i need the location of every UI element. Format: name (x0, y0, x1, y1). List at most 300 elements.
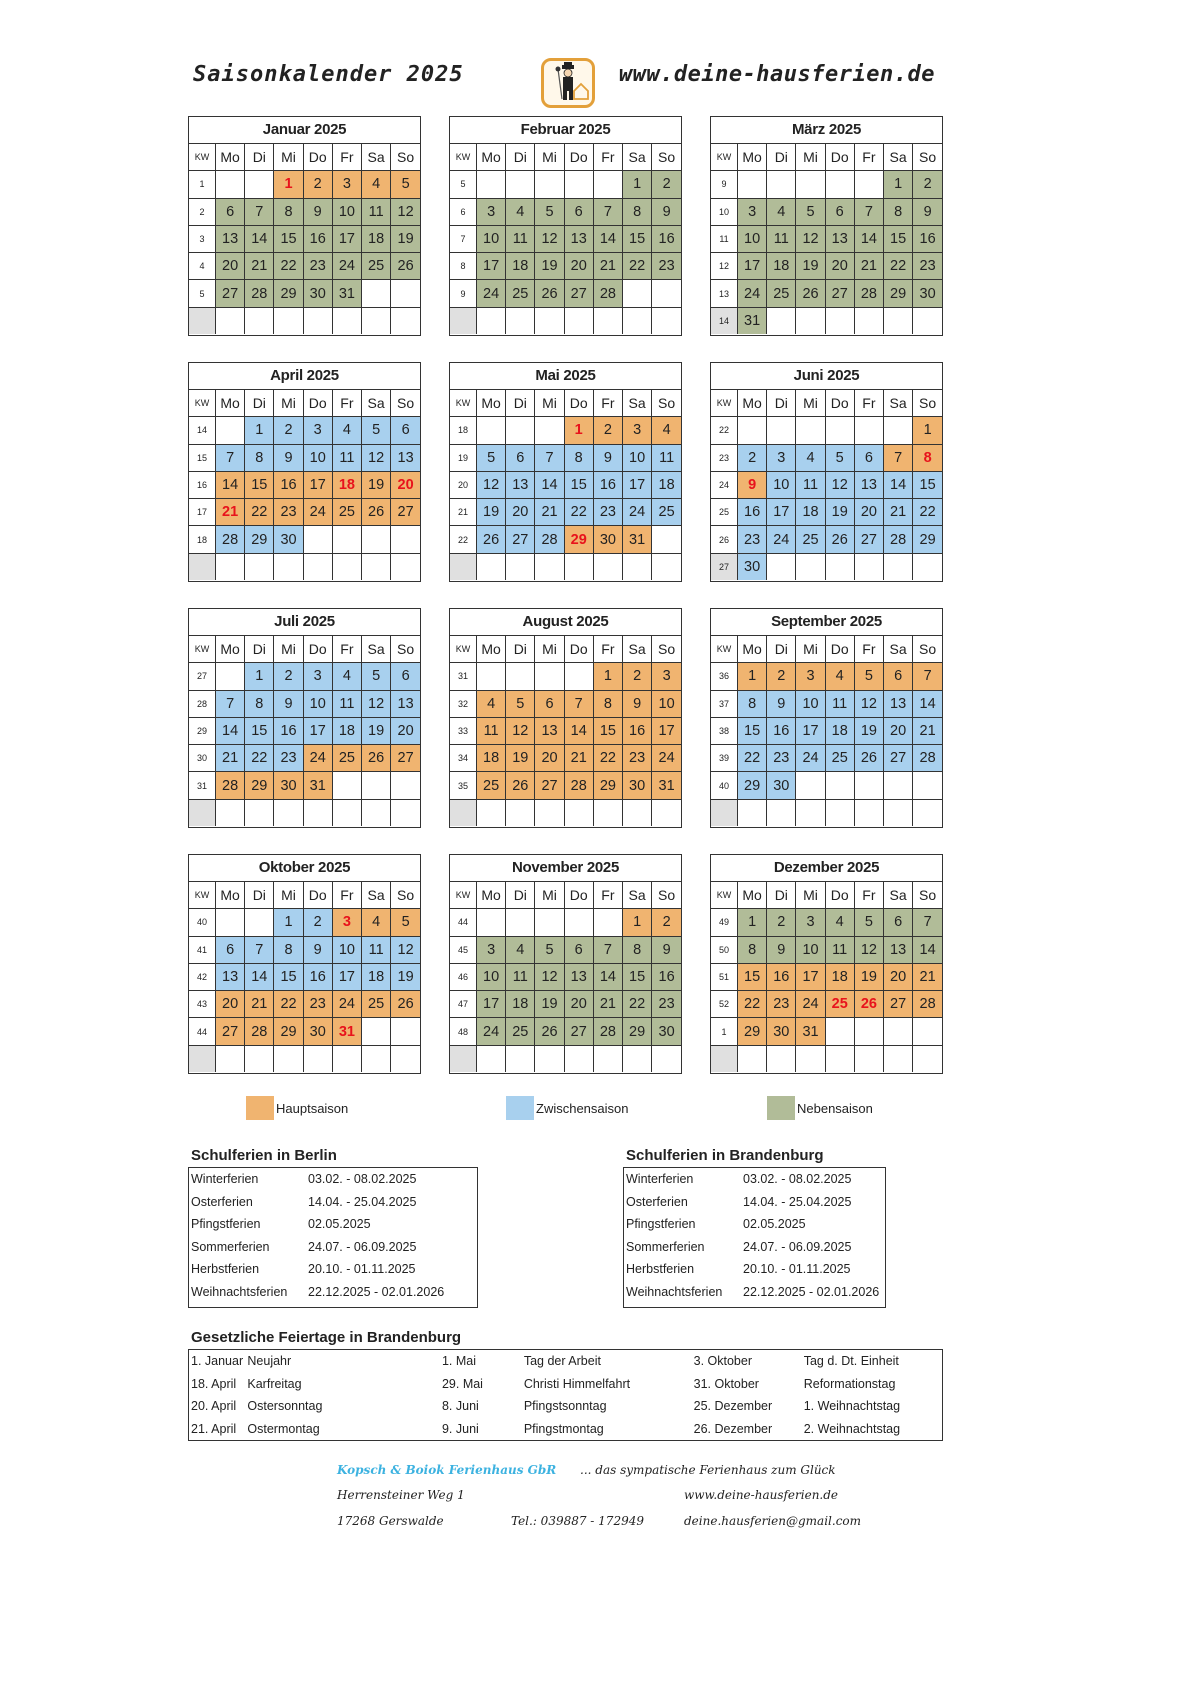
day-cell: 4 (767, 198, 796, 225)
week-number: 11 (711, 225, 738, 252)
day-cell: 29 (884, 280, 913, 307)
day-cell: 18 (825, 717, 854, 744)
day-cell: 12 (854, 690, 883, 717)
day-cell: 14 (245, 225, 274, 252)
weekday-header: Sa (623, 144, 652, 171)
day-cell: 21 (245, 991, 274, 1018)
day-cell: 13 (884, 690, 913, 717)
weekday-header: Do (564, 390, 593, 417)
day-cell: 22 (274, 253, 303, 280)
footer-website[interactable]: www.deine-hausferien.de (684, 1488, 839, 1502)
day-cell: 6 (564, 936, 593, 963)
day-cell: 30 (623, 772, 652, 799)
day-cell: 25 (825, 991, 854, 1018)
ferien-row (189, 1168, 477, 1191)
empty-cell (362, 307, 391, 334)
month-title: August 2025 (450, 609, 681, 636)
weekday-header: Mo (216, 636, 245, 663)
day-cell: 6 (216, 198, 245, 225)
day-cell: 1 (738, 909, 767, 936)
day-cell: 15 (623, 963, 652, 990)
empty-cell (825, 799, 854, 826)
day-cell: 18 (332, 471, 361, 498)
weekday-header: So (913, 390, 942, 417)
week-number (189, 553, 216, 580)
ferien-dates: 22.12.2025 - 02.01.2026 (743, 1284, 880, 1299)
weekday-header: So (652, 390, 681, 417)
weekday-header: Mo (477, 144, 506, 171)
empty-cell (362, 526, 391, 553)
day-cell: 12 (825, 471, 854, 498)
ferien-dates: 14.04. - 25.04.2025 (743, 1194, 852, 1209)
holiday-date: 3. Oktober (693, 1354, 752, 1369)
month-title: November 2025 (450, 855, 681, 882)
day-cell: 30 (274, 526, 303, 553)
day-cell: 1 (623, 909, 652, 936)
legend-label-hauptsaison: Hauptsaison (276, 1100, 349, 1116)
week-number: 14 (189, 417, 216, 444)
day-cell: 22 (884, 253, 913, 280)
ferien-name: Pfingstferien (191, 1217, 261, 1231)
week-number: 48 (450, 1018, 477, 1045)
ferien-name: Pfingstferien (626, 1217, 696, 1231)
day-cell: 6 (216, 936, 245, 963)
ferien-dates: 24.07. - 06.09.2025 (308, 1239, 417, 1254)
week-number (189, 307, 216, 334)
empty-cell (884, 307, 913, 334)
day-cell: 18 (477, 745, 506, 772)
day-cell: 13 (391, 444, 420, 471)
day-cell: 31 (303, 772, 332, 799)
empty-cell (332, 799, 361, 826)
day-cell: 25 (332, 499, 361, 526)
day-cell: 7 (884, 444, 913, 471)
weekday-header: Di (245, 882, 274, 909)
day-cell: 20 (884, 963, 913, 990)
weekday-header: So (391, 390, 420, 417)
day-cell: 16 (767, 963, 796, 990)
weekday-header: Do (825, 882, 854, 909)
empty-cell (506, 171, 535, 198)
day-cell: 7 (593, 198, 622, 225)
empty-cell (854, 171, 883, 198)
weekday-header: Mo (738, 144, 767, 171)
day-cell: 12 (477, 471, 506, 498)
weekday-header: Fr (593, 882, 622, 909)
holiday-date: 31. Oktober (693, 1376, 759, 1391)
day-cell: 5 (506, 690, 535, 717)
day-cell: 29 (738, 772, 767, 799)
day-cell: 5 (854, 909, 883, 936)
day-cell: 17 (796, 717, 825, 744)
month-title: Oktober 2025 (189, 855, 420, 882)
weekday-header: Di (767, 636, 796, 663)
empty-cell (623, 799, 652, 826)
empty-cell (245, 307, 274, 334)
website-header[interactable]: www.deine-hausferien.de (618, 62, 935, 87)
day-cell: 12 (535, 963, 564, 990)
weekday-header: So (652, 636, 681, 663)
day-cell: 11 (767, 225, 796, 252)
empty-cell (362, 553, 391, 580)
empty-cell (767, 553, 796, 580)
day-cell: 7 (564, 690, 593, 717)
weekday-header: Di (767, 390, 796, 417)
week-number (450, 307, 477, 334)
weekday-header: So (913, 882, 942, 909)
empty-cell (535, 417, 564, 444)
week-number: 9 (711, 171, 738, 198)
day-cell: 28 (216, 772, 245, 799)
day-cell: 4 (825, 663, 854, 690)
legend-hauptsaison (246, 1096, 348, 1120)
empty-cell (767, 417, 796, 444)
ferien-row (624, 1168, 885, 1191)
month-calendar (710, 362, 943, 582)
day-cell: 26 (362, 745, 391, 772)
empty-cell (623, 553, 652, 580)
footer-email[interactable]: deine.hausferien@gmail.com (684, 1514, 862, 1528)
weekday-header: Sa (623, 390, 652, 417)
week-number: 18 (189, 526, 216, 553)
day-cell: 11 (332, 444, 361, 471)
holiday-name: Ostermontag (247, 1421, 320, 1436)
week-number: 2 (189, 198, 216, 225)
empty-cell (593, 171, 622, 198)
month-title: April 2025 (189, 363, 420, 390)
weekday-header: Fr (332, 636, 361, 663)
day-cell: 9 (767, 690, 796, 717)
empty-cell (535, 909, 564, 936)
day-cell: 23 (303, 991, 332, 1018)
day-cell: 12 (796, 225, 825, 252)
day-cell: 19 (535, 991, 564, 1018)
kw-header: KW (450, 144, 477, 171)
weekday-header: Mi (274, 390, 303, 417)
day-cell: 4 (506, 198, 535, 225)
day-cell: 8 (593, 690, 622, 717)
week-number: 34 (450, 745, 477, 772)
empty-cell (477, 1045, 506, 1072)
day-cell: 8 (884, 198, 913, 225)
week-number: 40 (711, 772, 738, 799)
empty-cell (362, 1045, 391, 1072)
day-cell: 4 (506, 936, 535, 963)
weekday-header: Fr (854, 390, 883, 417)
week-number: 44 (189, 1018, 216, 1045)
month-title: Dezember 2025 (711, 855, 942, 882)
day-cell: 26 (391, 991, 420, 1018)
weekday-header: So (391, 636, 420, 663)
weekday-header: Fr (593, 636, 622, 663)
weekday-header: Sa (884, 144, 913, 171)
week-number: 15 (189, 444, 216, 471)
day-cell: 11 (362, 936, 391, 963)
day-cell: 3 (767, 444, 796, 471)
berlin-title: Schulferien in Berlin (191, 1147, 337, 1164)
weekday-header: Di (245, 144, 274, 171)
day-cell: 14 (913, 936, 942, 963)
empty-cell (623, 1045, 652, 1072)
day-cell: 10 (652, 690, 681, 717)
week-number (189, 1045, 216, 1072)
day-cell: 24 (623, 499, 652, 526)
empty-cell (884, 553, 913, 580)
weekday-header: Sa (884, 636, 913, 663)
week-number: 44 (450, 909, 477, 936)
day-cell: 2 (274, 417, 303, 444)
day-cell: 24 (796, 745, 825, 772)
empty-cell (652, 307, 681, 334)
day-cell: 17 (332, 225, 361, 252)
empty-cell (477, 909, 506, 936)
day-cell: 14 (564, 717, 593, 744)
day-cell: 26 (535, 280, 564, 307)
week-number: 21 (450, 499, 477, 526)
empty-cell (391, 799, 420, 826)
footer-phone: Tel.: 039887 - 172949 (511, 1514, 644, 1528)
legend-swatch-hauptsaison (246, 1096, 274, 1120)
week-number: 49 (711, 909, 738, 936)
day-cell: 16 (652, 963, 681, 990)
day-cell: 18 (825, 963, 854, 990)
day-cell: 25 (332, 745, 361, 772)
empty-cell (564, 307, 593, 334)
day-cell: 10 (796, 690, 825, 717)
empty-cell (274, 799, 303, 826)
weekday-header: So (391, 144, 420, 171)
day-cell: 23 (274, 745, 303, 772)
day-cell: 5 (854, 663, 883, 690)
day-cell: 12 (535, 225, 564, 252)
ferien-dates: 14.04. - 25.04.2025 (308, 1194, 417, 1209)
holiday-name: Karfreitag (247, 1376, 302, 1391)
day-cell: 27 (825, 280, 854, 307)
weekday-header: Di (506, 636, 535, 663)
ferien-name: Herbstferien (191, 1262, 260, 1276)
day-cell: 14 (854, 225, 883, 252)
empty-cell (854, 417, 883, 444)
week-number: 6 (450, 198, 477, 225)
weekday-header: Mi (535, 636, 564, 663)
day-cell: 30 (274, 772, 303, 799)
week-number: 27 (711, 553, 738, 580)
empty-cell (245, 1045, 274, 1072)
empty-cell (825, 553, 854, 580)
day-cell: 22 (623, 991, 652, 1018)
empty-cell (535, 799, 564, 826)
day-cell: 2 (303, 909, 332, 936)
ferien-name: Weihnachtsferien (191, 1284, 288, 1299)
day-cell: 16 (593, 471, 622, 498)
empty-cell (303, 1045, 332, 1072)
kw-header: KW (711, 882, 738, 909)
day-cell: 23 (767, 991, 796, 1018)
day-cell: 13 (535, 717, 564, 744)
day-cell: 30 (593, 526, 622, 553)
day-cell: 21 (593, 253, 622, 280)
empty-cell (477, 417, 506, 444)
day-cell: 30 (767, 772, 796, 799)
empty-cell (796, 772, 825, 799)
holiday-date: 9. Juni (441, 1421, 479, 1436)
chimney-sweep-logo-icon (544, 61, 592, 105)
weekday-header: Di (506, 882, 535, 909)
day-cell: 10 (477, 963, 506, 990)
weekday-header: Sa (362, 144, 391, 171)
empty-cell (767, 799, 796, 826)
holiday-date: 20. April (191, 1399, 237, 1414)
day-cell: 9 (767, 936, 796, 963)
weekday-header: Mo (216, 882, 245, 909)
day-cell: 20 (564, 991, 593, 1018)
empty-cell (738, 1045, 767, 1072)
day-cell: 14 (913, 690, 942, 717)
weekday-header: Mi (796, 144, 825, 171)
day-cell: 18 (652, 471, 681, 498)
weekday-header: Sa (362, 882, 391, 909)
weekday-header: Mi (796, 882, 825, 909)
day-cell: 20 (535, 745, 564, 772)
footer-company: Kopsch & Boiok Ferienhaus GbR (337, 1463, 557, 1477)
day-cell: 22 (623, 253, 652, 280)
weekday-header: Mi (535, 882, 564, 909)
weekday-header: Di (245, 636, 274, 663)
day-cell: 15 (623, 225, 652, 252)
legend-swatch-nebensaison (767, 1096, 795, 1120)
day-cell: 19 (854, 963, 883, 990)
week-number: 1 (711, 1018, 738, 1045)
day-cell: 15 (593, 717, 622, 744)
day-cell: 19 (535, 253, 564, 280)
day-cell: 21 (245, 253, 274, 280)
day-cell: 20 (884, 717, 913, 744)
week-number: 5 (450, 171, 477, 198)
day-cell: 9 (913, 198, 942, 225)
ferien-dates: 02.05.2025 (308, 1217, 371, 1231)
week-number: 22 (711, 417, 738, 444)
day-cell: 27 (884, 745, 913, 772)
empty-cell (362, 799, 391, 826)
day-cell: 27 (391, 499, 420, 526)
empty-cell (303, 526, 332, 553)
ferien-name: Weihnachtsferien (626, 1284, 723, 1299)
holiday-date: 25. Dezember (693, 1399, 773, 1414)
day-cell: 4 (477, 690, 506, 717)
day-cell: 27 (506, 526, 535, 553)
day-cell: 9 (652, 936, 681, 963)
day-cell: 23 (623, 745, 652, 772)
ferien-row (624, 1236, 885, 1259)
weekday-header: Mo (216, 390, 245, 417)
day-cell: 4 (796, 444, 825, 471)
weekday-header: Do (303, 882, 332, 909)
day-cell: 16 (303, 225, 332, 252)
week-number: 5 (189, 280, 216, 307)
empty-cell (564, 663, 593, 690)
weekday-header: Do (825, 636, 854, 663)
day-cell: 22 (274, 991, 303, 1018)
day-cell: 18 (767, 253, 796, 280)
day-cell: 20 (216, 991, 245, 1018)
day-cell: 26 (796, 280, 825, 307)
day-cell: 3 (332, 909, 361, 936)
empty-cell (738, 799, 767, 826)
empty-cell (362, 772, 391, 799)
weekday-header: Fr (593, 144, 622, 171)
empty-cell (884, 799, 913, 826)
empty-cell (913, 307, 942, 334)
day-cell: 11 (506, 963, 535, 990)
weekday-header: Mo (477, 882, 506, 909)
day-cell: 25 (506, 1018, 535, 1045)
day-cell: 3 (623, 417, 652, 444)
day-cell: 24 (477, 1018, 506, 1045)
day-cell: 17 (303, 471, 332, 498)
day-cell: 8 (274, 936, 303, 963)
week-number: 29 (189, 717, 216, 744)
day-cell: 10 (332, 198, 361, 225)
empty-cell (391, 1045, 420, 1072)
day-cell: 29 (245, 772, 274, 799)
week-number (450, 553, 477, 580)
empty-cell (623, 307, 652, 334)
day-cell: 19 (391, 963, 420, 990)
day-cell: 3 (477, 198, 506, 225)
day-cell: 12 (362, 690, 391, 717)
day-cell: 2 (274, 663, 303, 690)
kw-header: KW (711, 636, 738, 663)
empty-cell (767, 307, 796, 334)
week-number: 31 (189, 772, 216, 799)
weekday-header: Do (564, 144, 593, 171)
day-cell: 22 (593, 745, 622, 772)
day-cell: 2 (593, 417, 622, 444)
empty-cell (506, 799, 535, 826)
holiday-date: 8. Juni (441, 1399, 479, 1414)
month-calendar (710, 608, 943, 828)
weekday-header: Sa (362, 636, 391, 663)
day-cell: 28 (593, 280, 622, 307)
empty-cell (274, 1045, 303, 1072)
day-cell: 2 (767, 663, 796, 690)
day-cell: 23 (913, 253, 942, 280)
day-cell: 19 (362, 717, 391, 744)
day-cell: 17 (332, 963, 361, 990)
day-cell: 31 (623, 526, 652, 553)
week-number: 24 (711, 471, 738, 498)
empty-cell (535, 663, 564, 690)
weekday-header: Fr (593, 390, 622, 417)
weekday-header: Do (303, 636, 332, 663)
day-cell: 16 (274, 471, 303, 498)
empty-cell (303, 553, 332, 580)
day-cell: 8 (564, 444, 593, 471)
day-cell: 27 (564, 280, 593, 307)
weekday-header: So (913, 636, 942, 663)
weekday-header: Fr (854, 636, 883, 663)
weekday-header: Di (245, 390, 274, 417)
day-cell: 23 (274, 499, 303, 526)
day-cell: 22 (738, 745, 767, 772)
empty-cell (535, 1045, 564, 1072)
day-cell: 4 (825, 909, 854, 936)
day-cell: 20 (506, 499, 535, 526)
weekday-header: Mi (274, 144, 303, 171)
day-cell: 13 (564, 225, 593, 252)
empty-cell (477, 553, 506, 580)
day-cell: 23 (303, 253, 332, 280)
